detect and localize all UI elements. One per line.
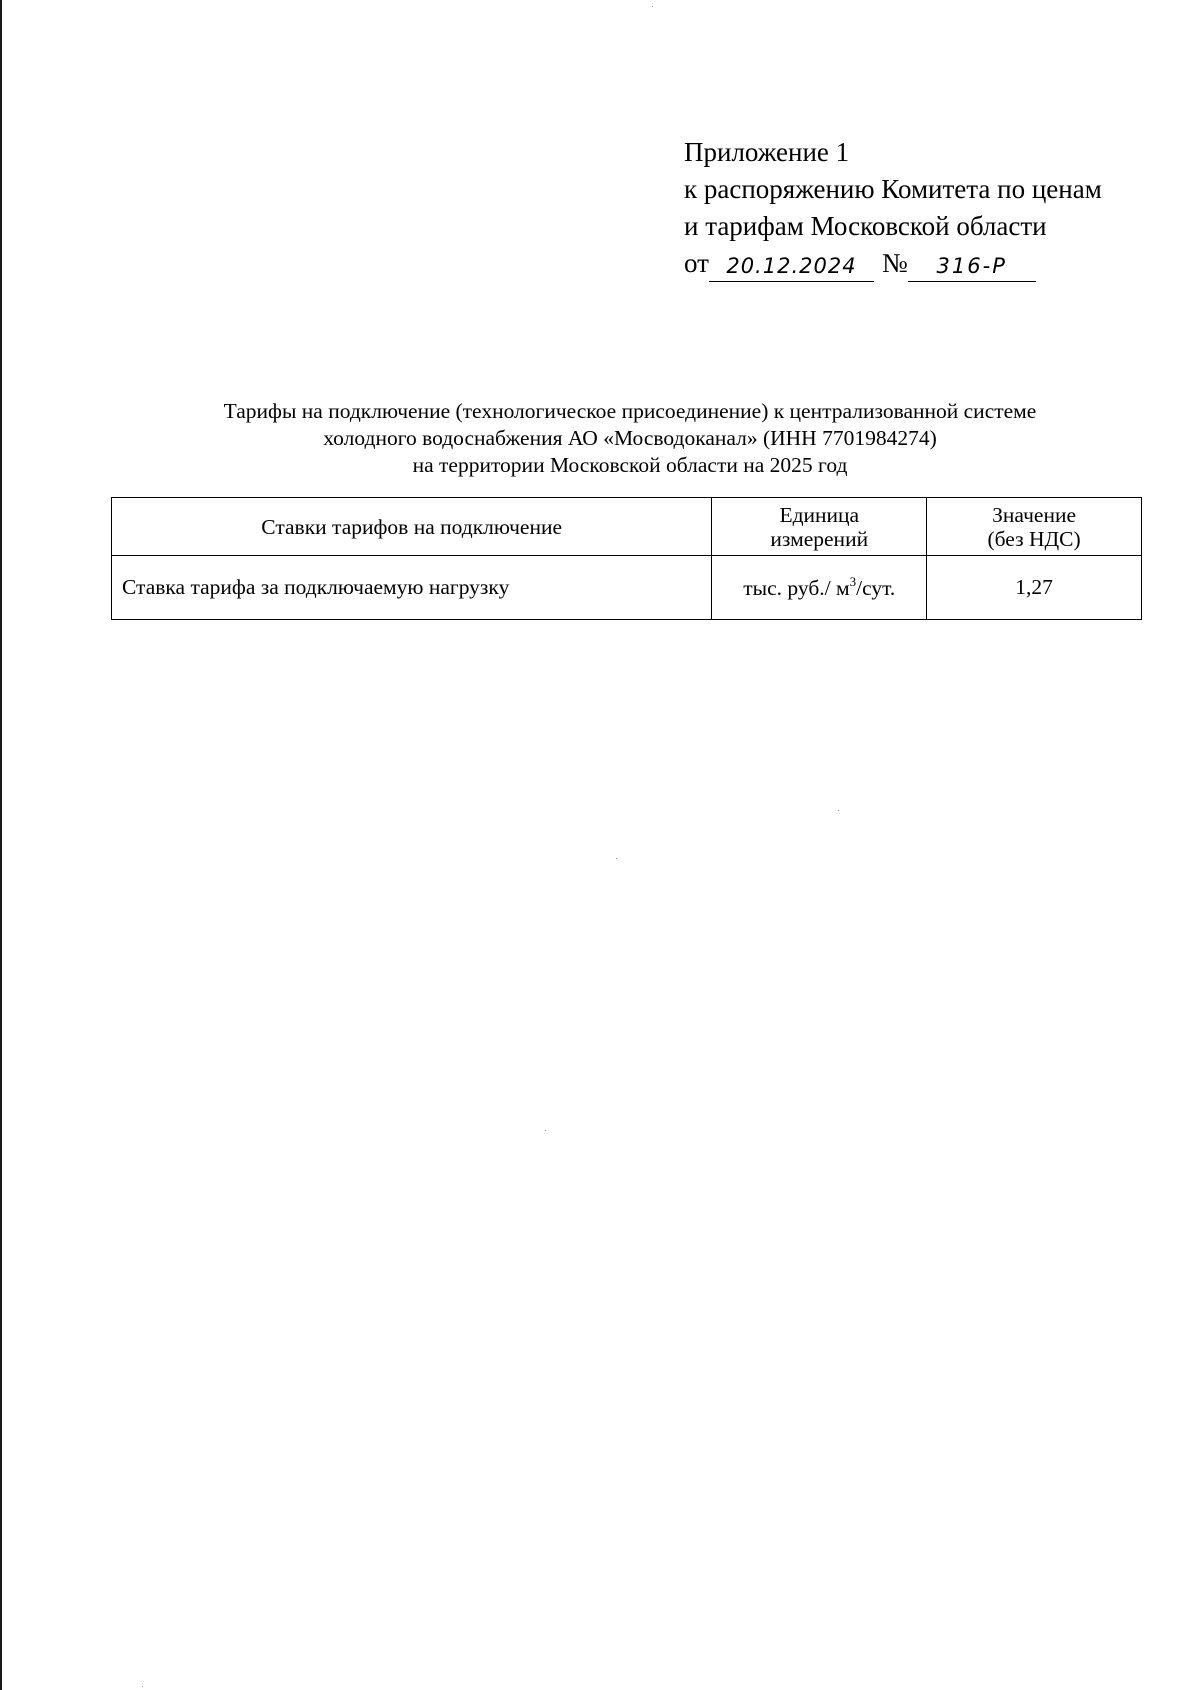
table-row [112,556,1142,620]
handwritten-date: 20.12.2024 [709,251,874,282]
header-value-line1: Значение [992,502,1077,527]
scan-speck [616,858,617,859]
date-prefix: от [684,248,709,278]
appendix-order-line2: и тарифам Московской области [684,211,1047,241]
appendix-header [684,134,1154,282]
heading-line1: Тарифы на подключение (технологическое присоединение) к централизованной системе [223,399,1037,423]
heading-line2: холодного водоснабжения АО «Мосводоканал» (ИНН 7701984274) [323,426,937,450]
header-value-line2: (без НДС) [987,526,1081,551]
row-unit-tail: /сут. [856,576,896,600]
row-rate-name: Ставка тарифа за подключаемую нагрузку [112,556,712,620]
header-value [927,498,1142,556]
scan-speck [142,1686,143,1687]
row-value: 1,27 [927,556,1142,620]
number-prefix: № [881,248,908,278]
row-unit-main: тыс. руб./ м [743,576,850,600]
header-unit-line1: Единица [779,502,860,527]
handwritten-order-number: 316-Р [908,251,1036,282]
appendix-title: Приложение 1 [684,137,850,167]
heading-line3: на территории Московской области на 2025 год [412,453,848,477]
table-header-row [112,498,1142,556]
document-heading [110,398,1150,479]
header-unit-line2: измерений [770,526,869,551]
row-unit [712,556,927,620]
header-unit [712,498,927,556]
row-unit-superscript: 3 [849,574,857,589]
scan-edge [0,0,2,1690]
scan-speck [652,6,653,7]
tariff-table [111,497,1142,620]
order-date-number-line [684,245,1154,282]
scan-speck [545,1130,546,1131]
header-rate: Ставки тарифов на подключение [112,498,712,556]
scan-speck [838,810,839,811]
appendix-order-line1: к распоряжению Комитета по ценам [684,174,1102,204]
